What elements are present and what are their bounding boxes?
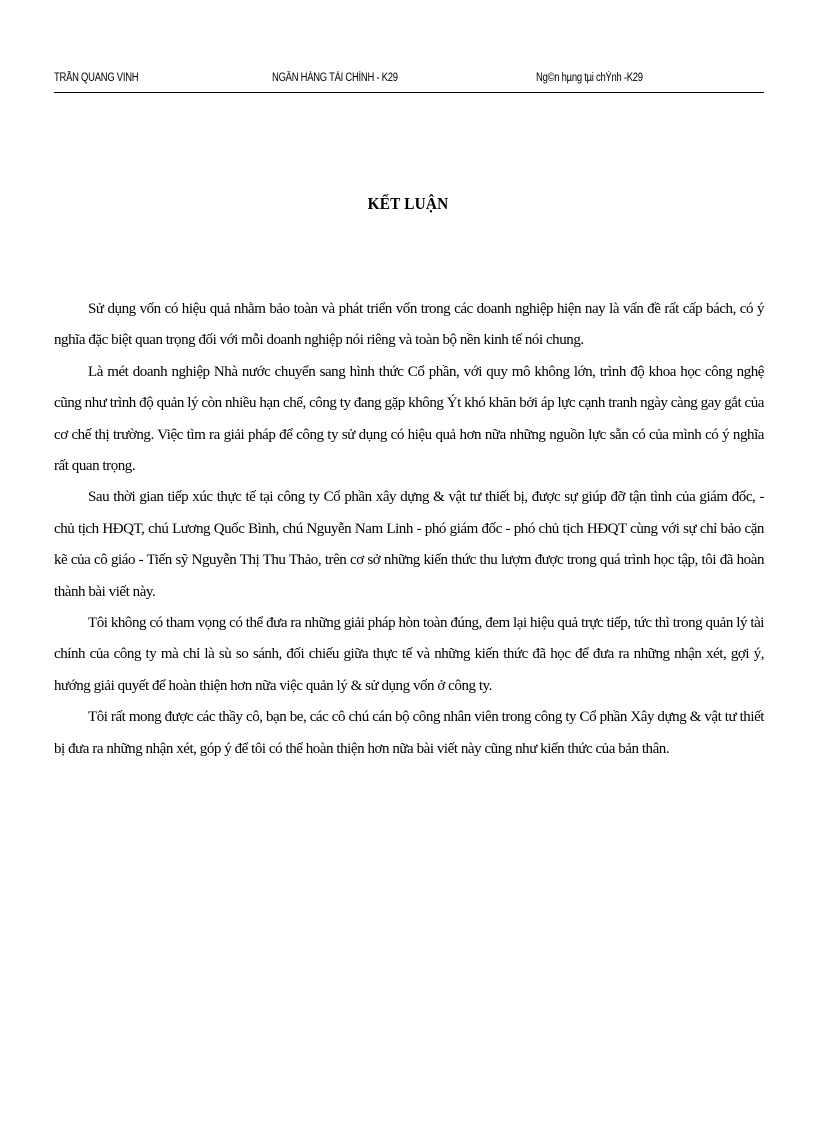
- page-title: KẾT LUẬN: [367, 194, 449, 213]
- page-header: [54, 72, 764, 92]
- header-course: NGÂN HÀNG TÀI CHÍNH - K29: [272, 72, 398, 84]
- paragraph-3: Sau thời gian tiếp xúc thực tế tại công ty Cổ phần xây dựng & vật tư thiết bị, được sự giúp đỡ tận tình của giám đốc, - chủ tịch HĐQT, chú Lương Quốc Bình, chú Nguyễn Nam Linh - phó giám đốc - phó chủ tịch HĐQT cùng với sự chỉ bảo cặn kẽ của cô giáo - Tiến sỹ Nguyễn Thị Thu Thảo, trên cơ sở những kiến thức thu lượm được trong quá trình học tập, tôi đã hoàn thành bài viết này.: [54, 489, 764, 600]
- header-course-legacy-encoding: Ng©n hµng tµi chÝnh -K29: [536, 72, 643, 84]
- paragraph-4: Tôi không có tham vọng có thể đưa ra những giải pháp hòn toàn đúng, đem lại hiệu quả trực tiếp, tức thì trong quản lý tài chính của công ty mà chỉ là sù so sánh, đối chiếu giữa thực tế và những kiến thức đã học để đưa ra những nhận xét, gợi ý, hướng giải quyết để hoàn thiện hơn nữa việc quản lý & sử dụng vốn ở công ty.: [54, 615, 764, 694]
- header-author: TRẦN QUANG VINH: [54, 72, 139, 84]
- header-rule: [54, 92, 764, 93]
- document-body: [54, 294, 764, 765]
- paragraph-2: Là mét doanh nghiệp Nhà nước chuyển sang hình thức Cổ phần, với quy mô không lớn, trình độ khoa học công nghệ cũng như trình độ quản lý còn nhiều hạn chế, công ty đang gặp không Ýt khó khăn bởi áp lực cạnh tranh ngày càng gay gắt của cơ chế thị trường. Việc tìm ra giải pháp để công ty sử dụng có hiệu quả hơn nữa những nguồn lực sẵn có của mình có ý nghĩa rất quan trọng.: [54, 363, 764, 475]
- paragraph-1: Sử dụng vốn có hiệu quả nhằm bảo toàn và phát triển vốn trong các doanh nghiệp hiện nay là vấn đề rất cấp bách, có ý nghĩa đặc biệt quan trọng đối với mỗi doanh nghiệp nói riêng và toàn bộ nền kinh tế nói chung.: [54, 301, 764, 349]
- paragraph-5: Tôi rất mong được các thầy cô, bạn be, các cô chú cán bộ công nhân viên trong công ty Cổ phần Xây dựng & vật tư thiết bị đưa ra những nhận xét, góp ý để tôi có thể hoàn thiện hơn nữa bài viết này cũng như kiến thức của bản thân.: [54, 709, 764, 757]
